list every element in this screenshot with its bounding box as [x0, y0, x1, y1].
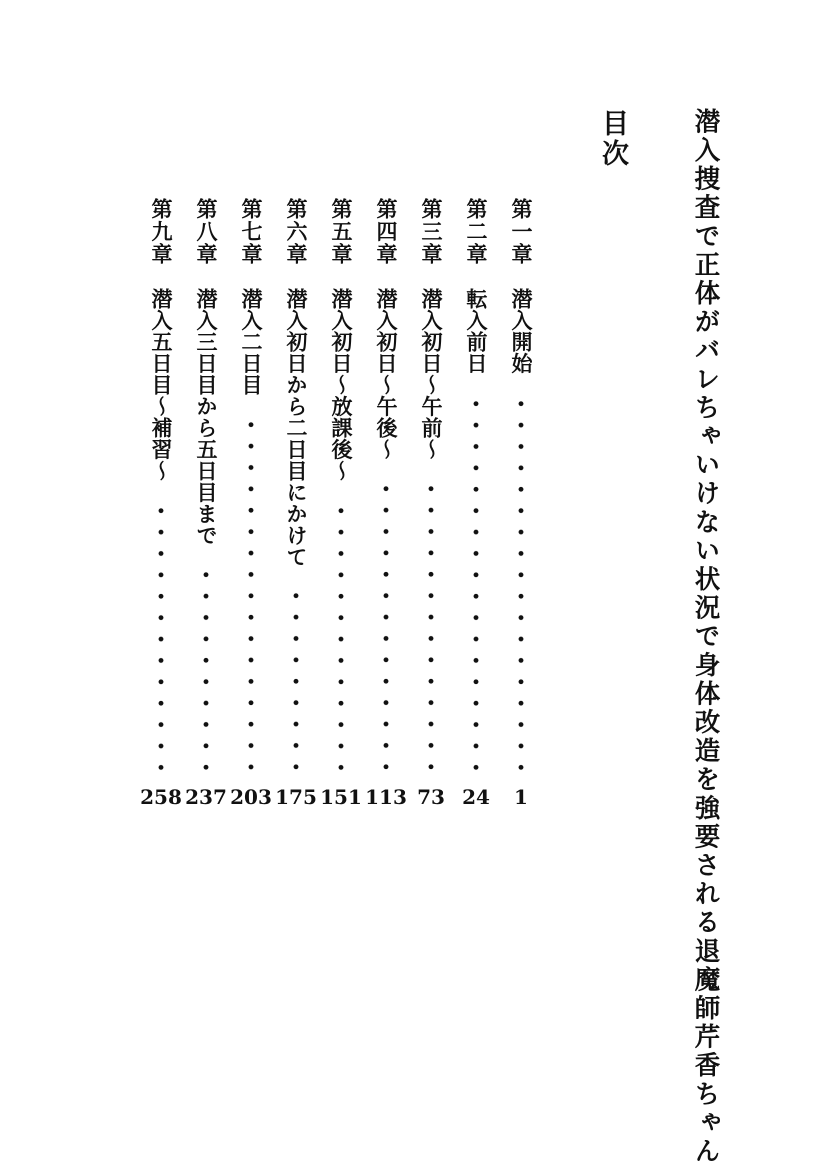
toc-dot-leader [371, 478, 401, 778]
toc-page-number: 151 [320, 785, 362, 809]
toc-chapter-title: 潜入初日～午前～ [419, 288, 444, 460]
toc-chapter-number: 第五章 [329, 198, 354, 266]
toc-page-number: 237 [185, 785, 227, 809]
toc-chapter-title: 潜入初日から二日目にかけて [284, 288, 309, 568]
toc-entry[interactable] [461, 198, 491, 808]
toc-page-number: 24 [462, 785, 490, 809]
toc-page-number: 113 [365, 785, 407, 809]
toc-heading: 目次 [597, 109, 628, 169]
toc-chapter-number: 第四章 [374, 198, 399, 266]
toc-dot-leader [461, 393, 491, 778]
toc-page-number: 258 [140, 785, 182, 809]
toc-chapter-number: 第三章 [419, 198, 444, 266]
toc-chapter-number: 第一章 [509, 198, 534, 266]
toc-page-number: 203 [230, 785, 272, 809]
toc-chapter-number: 第八章 [194, 198, 219, 266]
toc-entry[interactable] [185, 198, 227, 809]
toc-chapter-title: 潜入初日～放課後～ [329, 288, 354, 482]
toc-chapter-title: 潜入三日目から五日目まで [194, 288, 219, 546]
toc-entry[interactable] [230, 198, 272, 809]
toc-chapter-number: 第九章 [149, 198, 174, 266]
book-title: 潜入捜査で正体がバレちゃいけない状況で身体改造を強要される退魔師芹香ちゃん [690, 108, 721, 1166]
toc-dot-leader [236, 414, 266, 778]
toc-page-number: 1 [514, 785, 528, 809]
toc-dot-leader [191, 564, 221, 778]
toc-dot-leader [146, 500, 176, 778]
toc-page-number: 175 [275, 785, 317, 809]
toc-chapter-title: 潜入開始 [509, 288, 534, 374]
toc-dot-leader [326, 500, 356, 778]
toc-entry[interactable] [506, 198, 536, 808]
toc-entry[interactable] [365, 198, 407, 809]
toc-chapter-title: 潜入初日～午後～ [374, 288, 399, 460]
toc-entry[interactable] [416, 198, 446, 808]
toc-dot-leader [506, 393, 536, 778]
toc-dot-leader [416, 478, 446, 778]
toc-chapter-number: 第二章 [464, 198, 489, 266]
toc-page-number: 73 [417, 785, 445, 809]
toc-chapter-title: 転入前日 [464, 288, 489, 374]
toc-entry[interactable] [320, 198, 362, 809]
toc-dot-leader [281, 585, 311, 778]
toc-chapter-number: 第六章 [284, 198, 309, 266]
toc-chapter-number: 第七章 [239, 198, 264, 266]
toc-chapter-title: 潜入五日目～補習～ [149, 288, 174, 482]
toc-chapter-title: 潜入二日目 [239, 288, 264, 396]
toc-entry[interactable] [275, 198, 317, 809]
toc-entry[interactable] [140, 198, 182, 809]
